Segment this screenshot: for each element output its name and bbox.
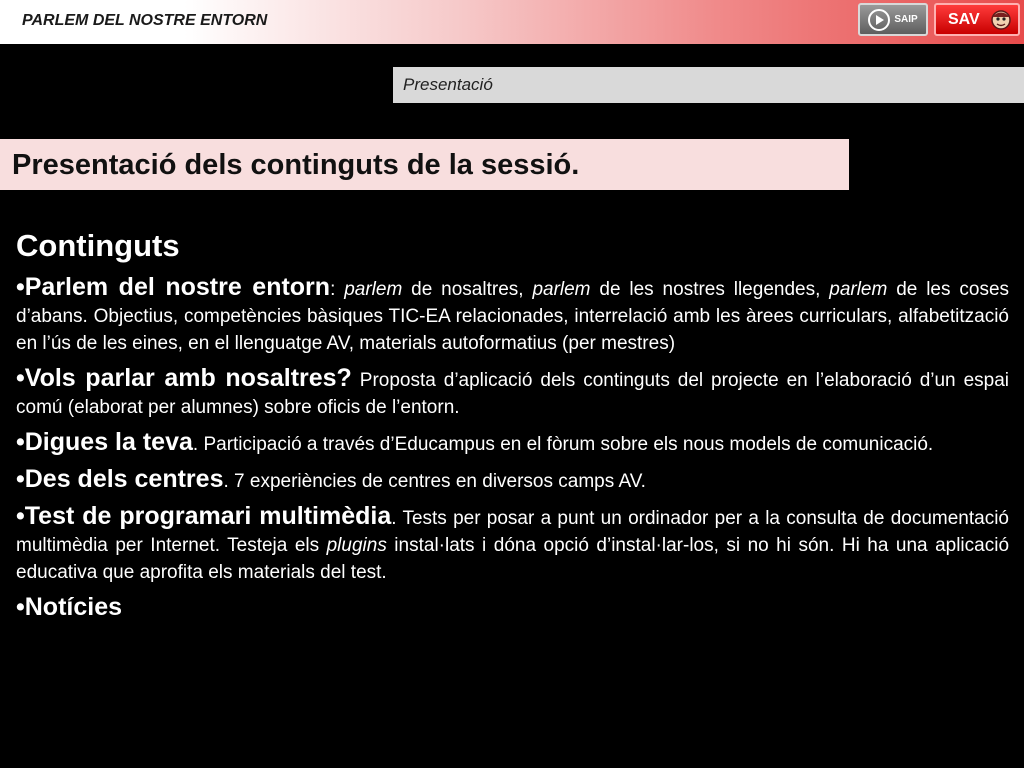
play-circle-icon <box>868 9 890 31</box>
item-lead: •Des dels centres <box>16 465 224 493</box>
saip-button[interactable] <box>858 3 928 36</box>
item-lead: •Digues la teva <box>16 428 193 456</box>
list-item: •Test de programari multimèdia. Tests per posar a punt un ordinador per a la consulta de documentació multimèdia per Internet. Testeja els plugins instal·lats i dóna opció d’instal·lar-los, si no hi són. Hi ha una aplicació educativa que aprofita els materials del test. <box>16 502 1010 583</box>
content-area <box>16 228 1009 631</box>
section-label-box <box>393 67 1024 103</box>
item-lead: •Parlem del nostre entorn <box>16 273 331 301</box>
item-lead: •Notícies <box>16 593 123 621</box>
top-banner <box>0 0 1024 44</box>
sav-label: SAV <box>948 10 980 28</box>
mascot-icon <box>988 8 1014 32</box>
list-item: •Vols parlar amb nosaltres? Proposta d’aplicació dels continguts del projecte en l’elaboració d’un espai comú (elaborat per alumnes) sobre oficis de l’entorn. <box>16 364 1009 418</box>
app-title: PARLEM DEL NOSTRE ENTORN <box>22 12 268 29</box>
list-item: •Des dels centres. 7 experiències de centres en diversos camps AV. <box>16 465 646 493</box>
slide-heading: Presentació dels continguts de la sessió. <box>12 149 580 181</box>
item-lead: •Test de programari multimèdia <box>16 502 392 530</box>
list-item: •Digues la teva. Participació a través d’Educampus en el fòrum sobre els nous models de comunicació. <box>16 428 934 456</box>
section-label: Presentació <box>403 75 493 94</box>
list-item: •Parlem del nostre entorn: parlem de nosaltres, parlem de les nostres llegendes, parlem de les coses d’abans. Objectius, competències bàsiques TIC-EA relacionades, interrelació amb les àrees curriculars, alfabetització en l’ús de les eines, en el llenguatge AV, materials autoformatius (per mestres) <box>16 273 1010 354</box>
slide-heading-box <box>0 139 849 190</box>
content-title: Continguts <box>16 228 180 263</box>
list-item <box>16 594 1009 623</box>
item-lead: •Vols parlar amb nosaltres? <box>16 364 352 392</box>
saip-label: SAIP <box>894 14 918 25</box>
sav-button[interactable] <box>934 3 1020 36</box>
